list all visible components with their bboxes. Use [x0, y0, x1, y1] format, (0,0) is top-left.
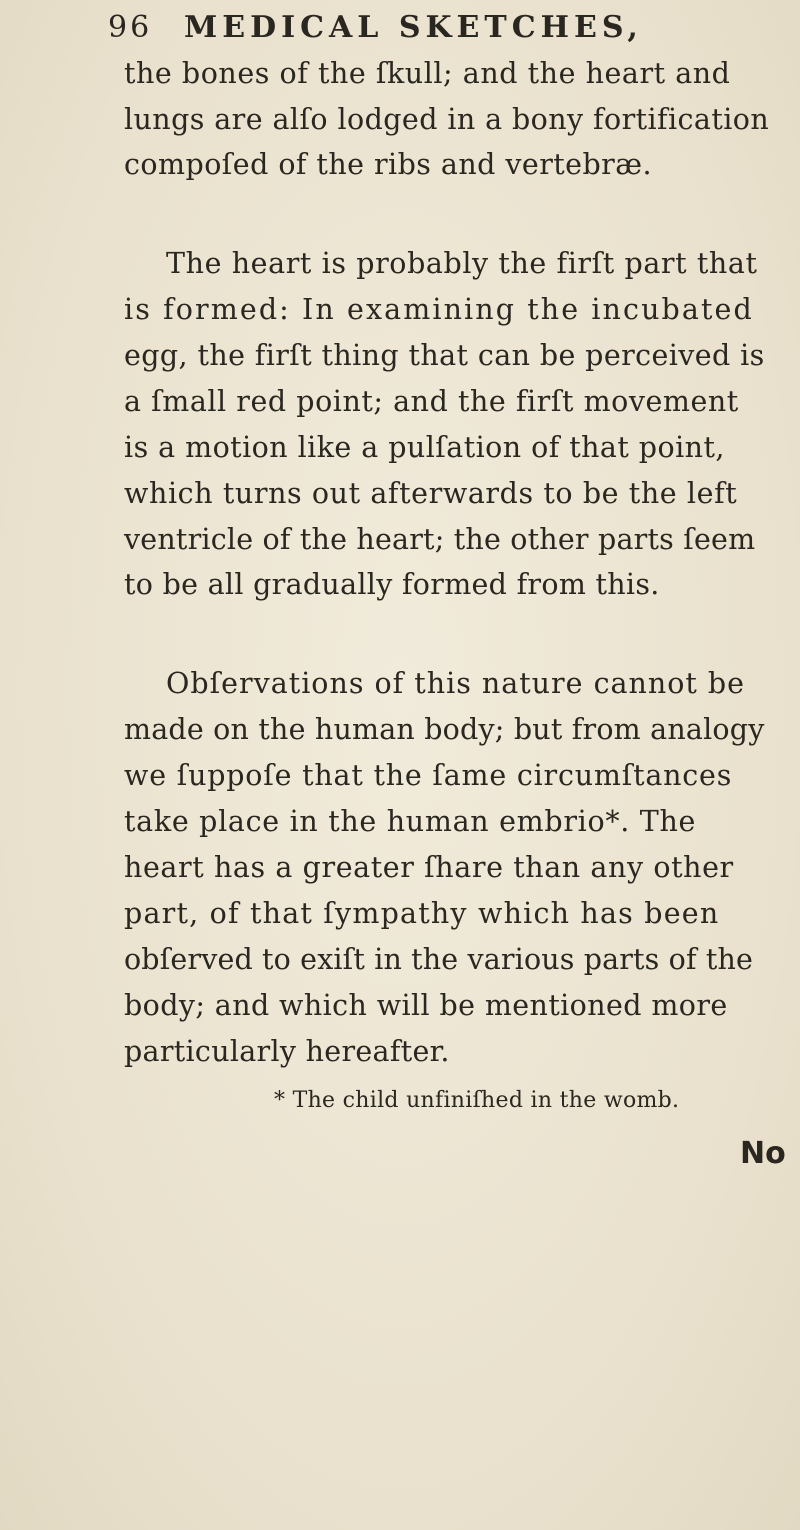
text-line: a ſmall red point; and the firſt movement [124, 385, 739, 418]
text-line: to be all gradually formed from this. [124, 568, 660, 601]
text-line: egg, the firſt thing that can be perceived is [124, 339, 765, 372]
page-number: 96 [108, 10, 153, 45]
text-line: Obſervations of this nature cannot be [166, 667, 746, 700]
text-line: is a motion like a pulſation of that point, [124, 431, 725, 464]
text-line: made on the human body; but from analogy [124, 713, 765, 746]
text-line: particularly hereafter. [124, 1035, 450, 1068]
text-line: ventricle of the heart; the other parts ſeem [124, 523, 756, 556]
text-line: is formed: In examining the incubated [124, 293, 754, 326]
text-line: body; and which will be mentioned more [124, 989, 728, 1022]
text-line: the bones of the ſkull; and the heart and [124, 57, 731, 90]
text-line: compoſed of the ribs and vertebræ. [124, 148, 653, 181]
text-line: lungs are alſo lodged in a bony fortification [124, 103, 770, 136]
text-line: The heart is probably the firſt part that [166, 247, 758, 280]
text-line: we ſuppoſe that the ſame circumſtances [124, 759, 733, 792]
catchword: No [740, 1136, 786, 1171]
footnote: * The child unfiniſhed in the womb. [274, 1088, 680, 1113]
text-line: heart has a greater ſhare than any other [124, 851, 734, 884]
running-title: MEDICAL SKETCHES, [184, 10, 643, 45]
text-line: which turns out afterwards to be the left [124, 477, 738, 510]
text-line: take place in the human embrio*. The [124, 805, 697, 838]
text-line: obſerved to exiſt in the various parts of the [124, 943, 753, 976]
text-line: part, of that ſympathy which has been [124, 897, 720, 930]
running-head [108, 6, 748, 50]
